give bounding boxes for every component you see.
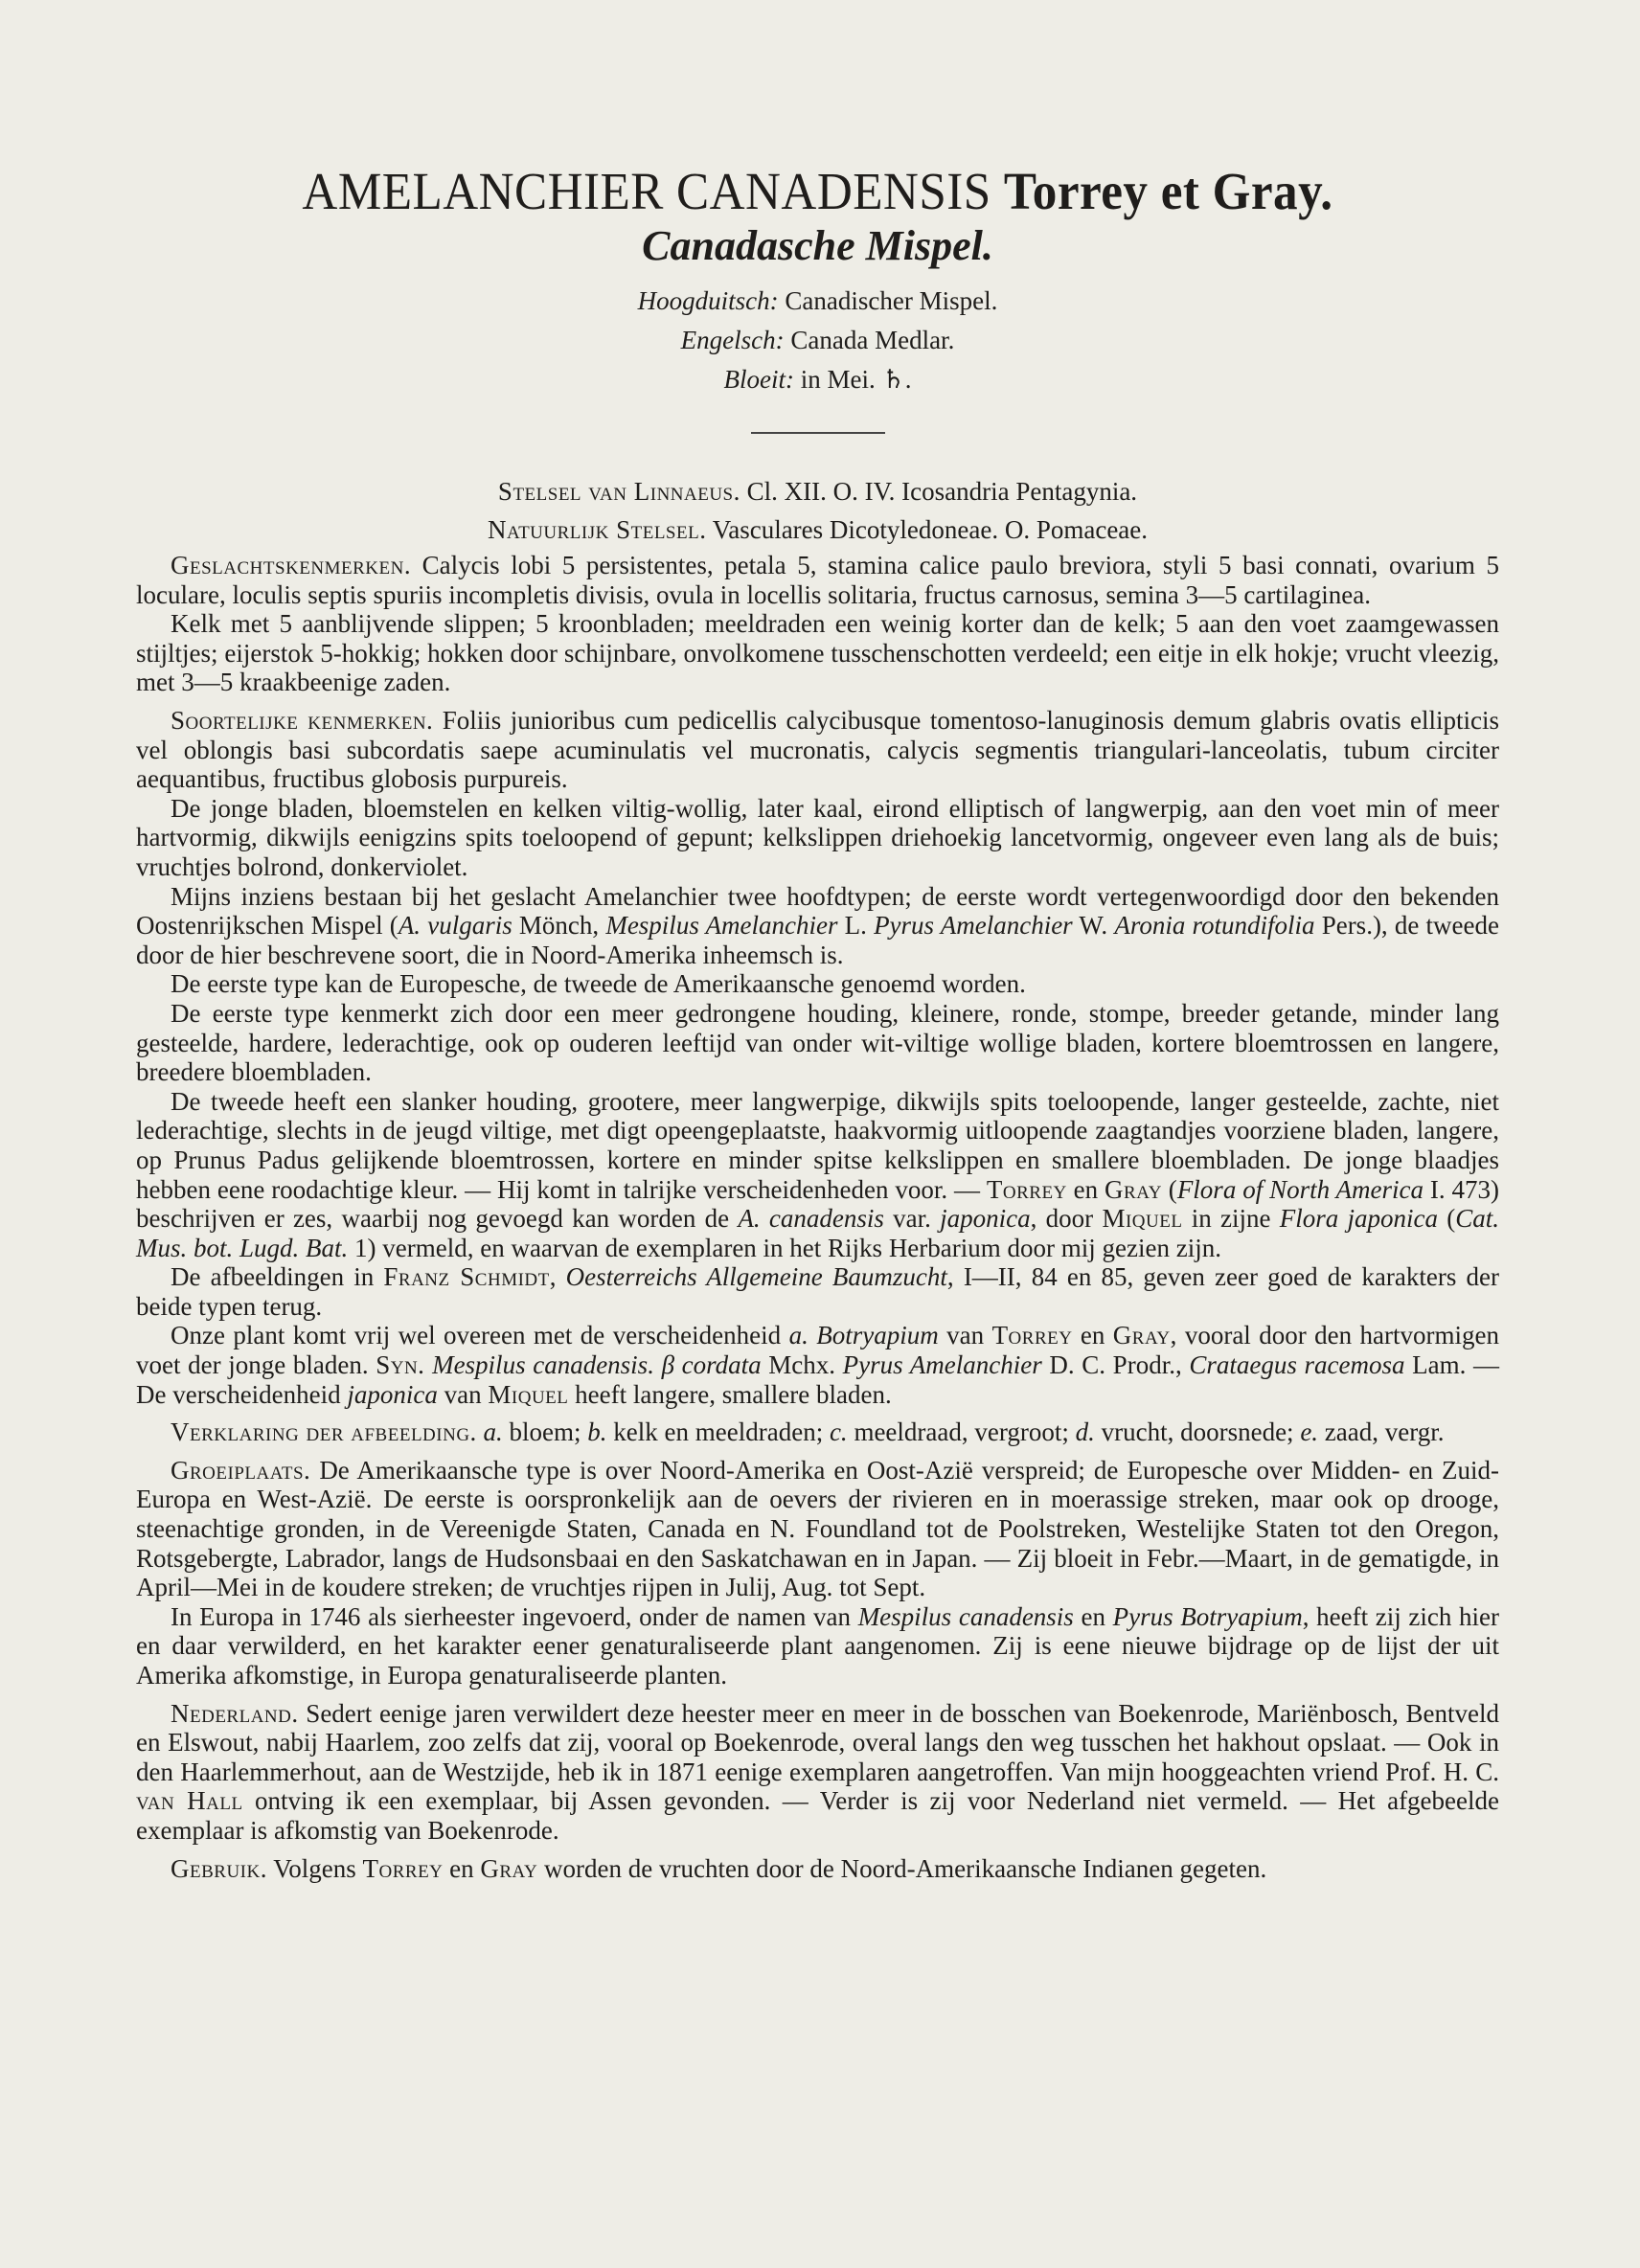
- text: b.: [587, 1418, 607, 1447]
- name-value: Canadischer Mispel.: [785, 286, 998, 316]
- text: japonica: [940, 1204, 1031, 1234]
- author-name: Miquel: [1102, 1204, 1183, 1234]
- text: I. 473) beschrijven er zes, waarbij nog gevoegd kan worden de: [136, 1174, 1499, 1234]
- name-label: Bloeit:: [723, 365, 795, 395]
- paragraph-species-characters: [136, 706, 1499, 794]
- text: De afbeeldingen in: [171, 1262, 384, 1292]
- text: d.: [1075, 1418, 1095, 1447]
- section-value: Cl. XII. O. IV. Icosandria Pentagynia.: [746, 477, 1138, 507]
- text: Sedert eenige jaren verwildert deze heester meer en meer in de bosschen van Boekenrode, Mariënbosch, Bentveld en Elswout, nabij Haarlem, zoo zelfs dat zij, vooral op Boekenrode, overal langs den weg tusschen het hakhout opslaat. — Ook in den Haarlemmerhout, aan de Westzijde, heb ik in 1871 eenige exemplaren aangetroffen. Van mijn hooggeachten vriend Prof. H. C.: [136, 1698, 1499, 1786]
- author-name: Franz Schmidt: [383, 1262, 550, 1292]
- text: De tweede heeft een slanker houding, grootere, meer langwerpige, dikwijls spits toeloopende, langer gesteelde, zachte, niet lederachtige, slechts in de jeugd viltige, met digt opeengeplaatste, haakvormig uitloopende zaagtandjes voorziene bladen, langere, op Prunus Padus gelijkende bloemtrossen, kortere en minder spitse kelkslippen en smallere bloembladen. De jonge blaadjes hebben eene roodachtige kleur. — Hij komt in talrijke verscheidenheden voor. —: [136, 1086, 1499, 1204]
- natural-system: [136, 510, 1499, 549]
- paragraph: [136, 1602, 1499, 1690]
- text: ontving ik een exemplaar, bij Assen gevonden. — Verder is zij voor Nederland niet vermeld. — Het afgebeelde exemplaar is afkomstig van Boekenrode.: [136, 1786, 1499, 1845]
- name-english: [136, 321, 1499, 360]
- text: A. vulgaris: [398, 911, 512, 941]
- text: a. Botryapium: [788, 1321, 939, 1350]
- author-name: Gray: [480, 1853, 538, 1883]
- section-label: Verklaring der afbeelding.: [171, 1418, 477, 1447]
- text: In Europa in 1746 als sierheester ingevoerd, onder de namen van: [171, 1601, 858, 1631]
- text: Aronia rotundifolia: [1114, 911, 1315, 941]
- name-value: Canada Medlar.: [790, 326, 955, 355]
- text: (: [1161, 1174, 1177, 1204]
- section-label: Groeiplaats.: [171, 1455, 311, 1485]
- paragraph: Kelk met 5 aanblijvende slippen; 5 kroonbladen; meeldraden een weinig korter dan de kelk; 5 aan den voet zaamgewassen stijltjes; eijerstok 5-hokkig; hokken door schijnbare, onvolkomene tusschenschotten verdeeld; een eitje in elk hokje; vrucht vleezig, met 3—5 kraakbeenige zaden.: [136, 609, 1499, 697]
- text: , I—II, 84 en 85, geven zeer goed de karakters der beide typen terug.: [136, 1262, 1499, 1321]
- author-name: Gray: [1112, 1321, 1171, 1350]
- text: Mijns inziens bestaan bij het geslacht Amelanchier twee hoofdtypen; de eerste wordt vertegenwoordigd door den bekenden Oostenrijkschen Mispel (: [136, 881, 1499, 941]
- text: japonica: [347, 1379, 438, 1409]
- text: Lam. — De verscheidenheid: [136, 1350, 1499, 1409]
- text: Flora japonica: [1279, 1204, 1438, 1234]
- text: en: [1066, 1174, 1105, 1204]
- section-label: Soortelijke kenmerken.: [171, 706, 434, 736]
- text: Pers.), de tweede door de hier beschrevene soort, die in Noord-Amerika inheemsch is.: [136, 911, 1499, 969]
- paragraph-habitat: [136, 1456, 1499, 1602]
- header: [136, 0, 1499, 434]
- bloom-time: [136, 360, 1499, 399]
- name-label: Hoogduitsch:: [637, 286, 779, 316]
- paragraph: De eerste type kenmerkt zich door een meer gedrongene houding, kleinere, ronde, stompe, breeder getande, minder lang gesteelde, hardere, lederachtige, ook op ouderen leeftijd van onder wit-viltige wollige bladen, kortere bloemtrossen en langere, breedere bloembladen.: [136, 998, 1499, 1087]
- paragraph-genus-characters: [136, 551, 1499, 609]
- text: en: [443, 1853, 481, 1883]
- text: Mespilus canadensis. β cordata: [432, 1350, 762, 1380]
- section-label: Gebruik.: [171, 1853, 267, 1883]
- paragraph: De eerste type kan de Europesche, de tweede de Amerikaansche genoemd worden.: [171, 969, 1026, 999]
- text: Crataegus racemosa: [1189, 1350, 1405, 1380]
- text: Flora of North America: [1176, 1174, 1424, 1204]
- text: Mönch,: [512, 911, 606, 941]
- body-text: [136, 551, 1499, 1883]
- author-name: Torrey: [991, 1321, 1073, 1350]
- paragraph: [136, 882, 1499, 970]
- text: W.: [1072, 911, 1115, 941]
- text: De Amerikaansche type is over Noord-Amerika en Oost-Azië verspreid; de Europesche over Midden- en Zuid-Europa en West-Azië. De eerste is oorspronkelijk aan de oevers der rivieren en in moerassige streken, maar ook op drooge, steenachtige gronden, in de Vereenigde Staten, Canada en N. Foundland tot de Poolstreken, Westelijke Staten tot den Oregon, Rotsgebergte, Labrador, langs de Hudsonsbaai en den Saskatchawan en in Japan. — Zij bloeit in Febr.—Maart, in de gematigde, in April—Mei in de koudere streken; de vruchtjes rijpen in Julij, Aug. tot Sept.: [136, 1455, 1499, 1602]
- page-title: [184, 0, 1451, 221]
- title-author: Torrey et Gray.: [1003, 162, 1333, 220]
- text: bloem;: [502, 1418, 588, 1447]
- text: var.: [883, 1204, 941, 1234]
- text: c.: [829, 1418, 848, 1447]
- paragraph-use: [136, 1854, 1499, 1884]
- section-label: Stelsel van Linnaeus.: [497, 477, 740, 507]
- section-label: Natuurlijk Stelsel.: [487, 515, 707, 545]
- text: Pyrus Amelanchier: [874, 911, 1073, 941]
- text: heeft langere, smallere bladen.: [568, 1379, 892, 1409]
- text: , heeft zij zich hier en daar verwilderd, en het karakter eener genaturaliseerde plant aangenomen. Zij is eene nieuwe bijdrage op de lijst der uit Amerika afkomstige, in Europa genaturaliseerde planten.: [136, 1601, 1500, 1690]
- text: vrucht, doorsnede;: [1094, 1418, 1301, 1447]
- text: Pyrus Botryapium: [1112, 1601, 1303, 1631]
- text: worden de vruchten door de Noord-Amerikaansche Indianen gegeten.: [537, 1853, 1267, 1883]
- text: , door: [1030, 1204, 1103, 1234]
- subtitle: Canadasche Mispel.: [642, 222, 993, 270]
- text: Mespilus Amelanchier: [605, 911, 838, 941]
- text: [424, 1350, 432, 1379]
- text: zaad, vergr.: [1318, 1418, 1445, 1447]
- text: (: [1437, 1204, 1456, 1234]
- text: A. canadensis: [738, 1204, 884, 1234]
- name-label: Engelsch:: [680, 326, 785, 355]
- paragraph: [136, 1321, 1499, 1409]
- text: Cat. Mus. bot. Lugd. Bat.: [136, 1204, 1499, 1262]
- section-label: Syn.: [376, 1350, 425, 1380]
- paragraph-netherlands: [136, 1699, 1499, 1846]
- text: Onze plant komt vrij wel overeen met de verscheidenheid: [171, 1321, 789, 1350]
- text: [477, 1418, 484, 1446]
- name-value: in Mei. ♄.: [800, 365, 912, 395]
- author-name: Torrey: [986, 1174, 1067, 1204]
- section-label: Nederland.: [171, 1698, 299, 1728]
- text: L.: [837, 911, 875, 941]
- text: , vooral door den hartvormigen voet der jonge bladen.: [136, 1321, 1499, 1380]
- paragraph: [136, 1262, 1499, 1321]
- section-label: Geslachtskenmerken.: [171, 551, 412, 580]
- text: D. C. Prodr.,: [1041, 1350, 1190, 1380]
- text: van: [437, 1379, 489, 1409]
- paragraph: [136, 1087, 1499, 1263]
- title-genus-species: AMELANCHIER CANADENSIS: [302, 162, 991, 220]
- text: Foliis junioribus cum pedicellis calycibusque tomentoso-lanuginosis demum glabris ovatis ellipticis vel oblongis basi subcordatis saepe acuminulatis vel mucronatis, calycis segmentis triangulari-lanceolatis, tubum circiter aequantibus, fructibus globosis purpureis.: [136, 706, 1499, 794]
- classification: [136, 472, 1499, 549]
- text: Calycis lobi 5 persistentes, petala 5, stamina calice paulo breviora, styli 5 basi connati, ovarium 5 loculare, loculis septis spuriis incompletis divisis, ovula in locellis solitaria, fructus carnosus, semina 3—5 cartilaginea.: [136, 551, 1499, 609]
- text: e.: [1300, 1418, 1319, 1447]
- text: en: [1073, 1601, 1113, 1631]
- name-german: [136, 282, 1499, 321]
- text: kelk en meeldraden;: [606, 1418, 830, 1447]
- paragraph: De jonge bladen, bloemstelen en kelken viltig-wollig, later kaal, eirond elliptisch of langwerpig, aan den voet min of meer hartvormig, dikwijls eenigzins spits toeloopend of gepunt; kelkslippen driehoekig lancetvormig, ongeveer even lang als de buis; vruchtjes bolrond, donkerviolet.: [136, 793, 1499, 881]
- text: en: [1072, 1321, 1113, 1350]
- author-name: Gray: [1105, 1174, 1162, 1204]
- text: van: [938, 1321, 992, 1350]
- common-names: [136, 282, 1499, 399]
- text: Pyrus Amelanchier: [842, 1350, 1042, 1380]
- text: in zijne: [1182, 1204, 1280, 1234]
- divider: [751, 432, 885, 434]
- text: Mespilus canadensis: [857, 1601, 1074, 1631]
- text: ,: [549, 1262, 566, 1292]
- linnaeus-system: [136, 472, 1499, 510]
- text: 1) vermeld, en waarvan de exemplaren in het Rijks Herbarium door mij gezien zijn.: [348, 1233, 1221, 1262]
- text: Mchx.: [761, 1350, 843, 1380]
- text: a.: [483, 1418, 503, 1447]
- author-name: van Hall: [136, 1786, 243, 1816]
- author-name: Miquel: [488, 1379, 569, 1409]
- section-value: Vasculares Dicotyledoneae. O. Pomaceae.: [712, 515, 1149, 545]
- text: Oesterreichs Allgemeine Baumzucht: [565, 1262, 947, 1292]
- paragraph-figure-explanation: [136, 1418, 1499, 1447]
- text: Volgens: [266, 1853, 363, 1883]
- author-name: Torrey: [362, 1853, 444, 1883]
- text: meeldraad, vergroot;: [847, 1418, 1076, 1447]
